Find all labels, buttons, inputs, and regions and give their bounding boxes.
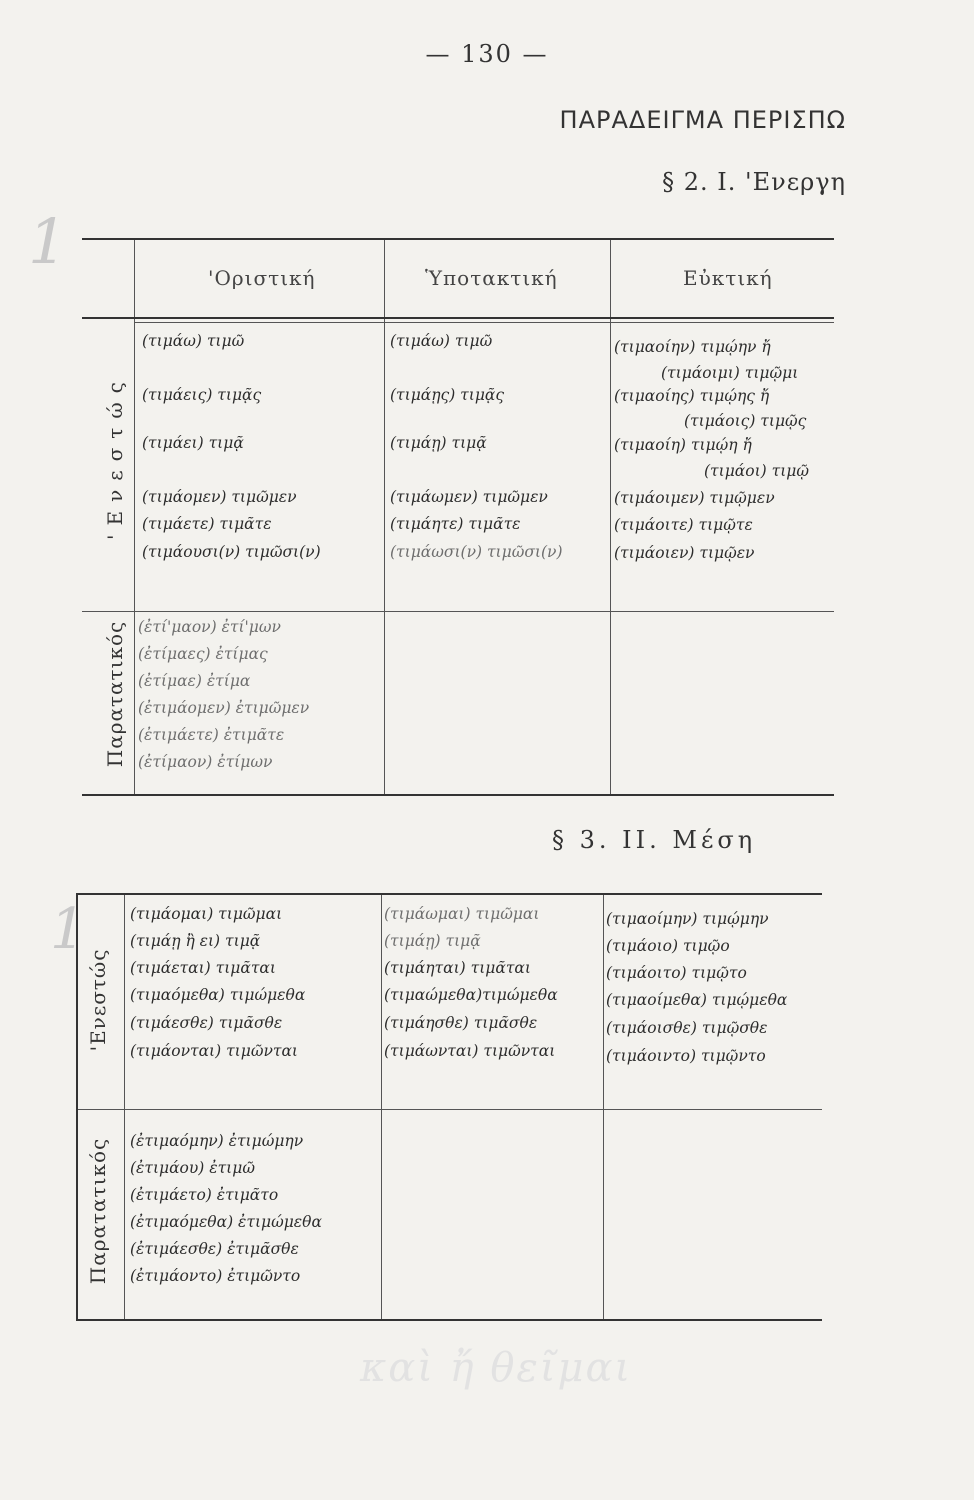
active-present-subjunctive-2: (τιμάῃς) τιμᾷς: [390, 386, 505, 404]
middle-present-indicative-1: (τιμάομαι) τιμῶμαι: [130, 905, 283, 923]
main-heading: ΠΑΡΑΔΕΙΓΜΑ ΠΕΡΙΣΠΩ: [559, 106, 846, 134]
margin-mark-2: 1: [50, 897, 86, 962]
active-imperfect-6: (ἐτίμαον) ἐτίμων: [138, 753, 273, 771]
active-present-subjunctive-6: (τιμάωσι(ν) τιμῶσι(ν): [390, 543, 563, 561]
active-present-indicative-2: (τιμάεις) τιμᾷς: [142, 386, 262, 404]
row-label-divider: [134, 240, 135, 794]
header-rule: [82, 317, 834, 319]
active-present-optative-4: (τιμάοις) τιμῷς: [684, 412, 807, 430]
middle-present-optative-1: (τιμαοίμην) τιμῴμην: [606, 910, 769, 928]
middle-present-optative-3: (τιμάοιτο) τιμῷτο: [606, 964, 747, 982]
row-label-present: 'Ενεστώς: [103, 373, 127, 540]
middle-present-optative-5: (τιμάοισθε) τιμῷσθε: [606, 1019, 768, 1037]
middle-present-indicative-4: (τιμαόμεθα) τιμώμεθα: [130, 986, 306, 1004]
margin-mark-1: 1: [28, 205, 68, 278]
active-present-subjunctive-5: (τιμάητε) τιμᾶτε: [390, 515, 521, 533]
active-imperfect-1: (ἐτί'μαον) ἐτί'μων: [138, 618, 281, 636]
active-imperfect-2: (ἐτίμαες) ἐτίμας: [138, 645, 268, 663]
middle-present-optative-4: (τιμαοίμεθα) τιμῴμεθα: [606, 991, 788, 1009]
active-present-optative-5: (τιμαοίη) τιμῴη ἤ: [614, 436, 752, 454]
section-heading-active: § 2. I. 'Ενεργη: [662, 168, 846, 196]
middle-row-label-imperfect: Παρατατικός: [86, 1137, 110, 1285]
section-heading-middle: § 3. II. Μέση: [552, 826, 757, 854]
column-header-subjunctive: Ὑποτακτική: [425, 266, 558, 290]
active-imperfect-3: (ἐτίμαε) ἐτίμα: [138, 672, 251, 690]
column-header-optative: Εὐκτική: [683, 266, 773, 290]
middle-row-label-present: 'Ενεστώς: [86, 948, 110, 1052]
middle-present-indicative-2: (τιμάῃ ἢ ει) τιμᾷ: [130, 932, 261, 950]
active-present-optative-8: (τιμάοιτε) τιμῷτε: [614, 516, 753, 534]
middle-imperfect-1: (ἐτιμαόμην) ἐτιμώμην: [130, 1132, 304, 1150]
active-present-optative-7: (τιμάοιμεν) τιμῷμεν: [614, 489, 775, 507]
row-divider: [82, 611, 834, 612]
middle-imperfect-2: (ἐτιμάου) ἐτιμῶ: [130, 1159, 255, 1177]
active-present-indicative-4: (τιμάομεν) τιμῶμεν: [142, 488, 297, 506]
middle-imperfect-6: (ἐτιμάοντο) ἐτιμῶντο: [130, 1267, 301, 1285]
active-imperfect-5: (ἐτιμάετε) ἐτιμᾶτε: [138, 726, 285, 744]
active-present-indicative-6: (τιμάουσι(ν) τιμῶσι(ν): [142, 543, 321, 561]
middle-present-indicative-6: (τιμάονται) τιμῶνται: [130, 1042, 298, 1060]
faint-handwritten-note: καὶ ἤ θεῖμαι: [360, 1345, 633, 1391]
middle-present-optative-2: (τιμάοιο) τιμῷο: [606, 937, 730, 955]
active-present-optative-2: (τιμάοιμι) τιμῷμι: [661, 364, 799, 382]
column-divider-3: [381, 895, 382, 1319]
active-present-subjunctive-3: (τιμάῃ) τιμᾷ: [390, 434, 487, 452]
row-label-divider-2: [124, 895, 125, 1319]
middle-present-subjunctive-6: (τιμάωνται) τιμῶνται: [384, 1042, 556, 1060]
active-present-optative-6: (τιμάοι) τιμῷ: [704, 462, 809, 480]
middle-present-indicative-5: (τιμάεσθε) τιμᾶσθε: [130, 1014, 283, 1032]
column-header-indicative: 'Οριστική: [208, 266, 316, 290]
page-number: — 130 —: [425, 40, 549, 68]
active-present-indicative-1: (τιμάω) τιμῶ: [142, 332, 245, 350]
middle-present-subjunctive-3: (τιμάηται) τιμᾶται: [384, 959, 531, 977]
row-label-imperfect: Παρατατικός: [103, 620, 127, 768]
active-present-optative-1: (τιμαοίην) τιμῴην ἤ: [614, 338, 771, 356]
row-divider-2: [78, 1109, 822, 1110]
middle-present-indicative-3: (τιμάεται) τιμᾶται: [130, 959, 276, 977]
active-imperfect-4: (ἐτιμάομεν) ἐτιμῶμεν: [138, 699, 310, 717]
active-present-subjunctive-1: (τιμάω) τιμῶ: [390, 332, 493, 350]
column-divider-4: [603, 895, 604, 1319]
middle-present-optative-6: (τιμάοιντο) τιμῷντο: [606, 1047, 766, 1065]
active-present-indicative-3: (τιμάει) τιμᾷ: [142, 434, 244, 452]
column-divider-2: [610, 240, 611, 794]
active-present-optative-9: (τιμάοιεν) τιμῷεν: [614, 544, 755, 562]
column-divider-1: [384, 240, 385, 794]
active-present-optative-3: (τιμαοίης) τιμῴης ἤ: [614, 387, 770, 405]
middle-present-subjunctive-2: (τιμάῃ) τιμᾷ: [384, 932, 481, 950]
middle-present-subjunctive-5: (τιμάησθε) τιμᾶσθε: [384, 1014, 538, 1032]
active-present-indicative-5: (τιμάετε) τιμᾶτε: [142, 515, 272, 533]
active-present-subjunctive-4: (τιμάωμεν) τιμῶμεν: [390, 488, 548, 506]
header-rule-thin: [134, 322, 834, 323]
middle-present-subjunctive-1: (τιμάωμαι) τιμῶμαι: [384, 905, 540, 923]
middle-imperfect-3: (ἐτιμάετο) ἐτιμᾶτο: [130, 1186, 279, 1204]
middle-imperfect-4: (ἐτιμαόμεθα) ἐτιμώμεθα: [130, 1213, 322, 1231]
middle-imperfect-5: (ἐτιμάεσθε) ἐτιμᾶσθε: [130, 1240, 299, 1258]
middle-present-subjunctive-4: (τιμαώμεθα)τιμώμεθα: [384, 986, 558, 1004]
